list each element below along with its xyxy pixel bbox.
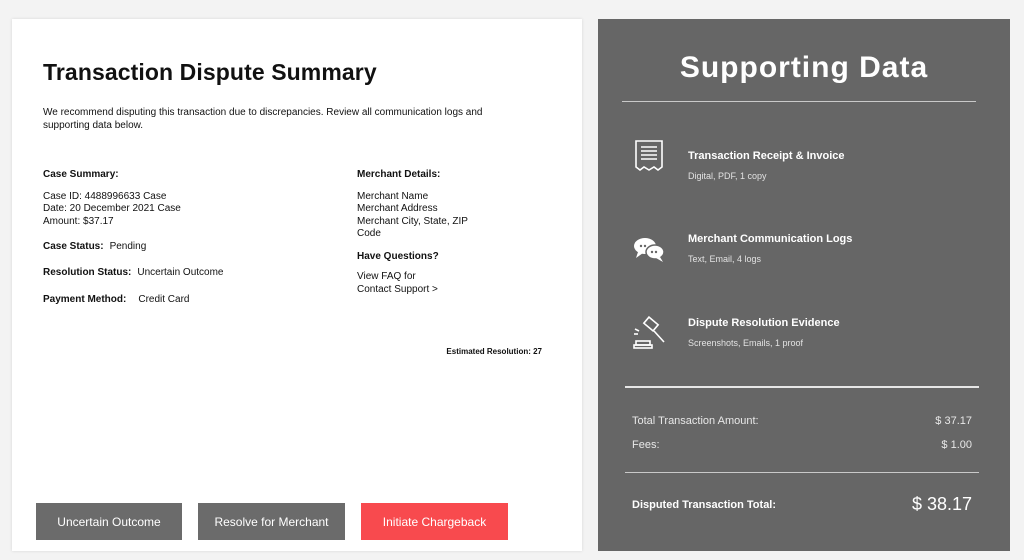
receipt-icon [632,139,666,173]
merchant-city: Merchant City, State, ZIP [357,215,468,227]
resolve-for-merchant-button[interactable]: Resolve for Merchant [198,503,345,540]
faq-link[interactable]: View FAQ for [357,271,416,282]
case-date-line: Date: 20 December 2021 Case [43,203,181,214]
merchant-name: Merchant Name [357,190,429,202]
page-title: Transaction Dispute Summary [43,59,377,85]
disputed-total-label: Disputed Transaction Total: [632,499,777,511]
gavel-icon [632,316,666,350]
payment-method-value: Credit Card [138,294,190,305]
total-amount-label: Total Transaction Amount: [632,415,759,427]
questions-label: Have Questions? [357,250,439,262]
chat-bubbles-icon [632,232,666,266]
fees-value: $ 1.00 [941,439,972,451]
summary-divider [625,386,979,388]
case-status-row [43,241,146,252]
dispute-summary-panel [12,19,582,551]
intro-text: We recommend disputing this transaction due to discrepancies. Review all communication logs and supporting data below. [43,107,483,131]
estimated-resolution: Estimated Resolution: 27 [446,347,542,356]
total-divider [625,472,979,473]
fees-label: Fees: [632,439,660,451]
uncertain-outcome-button[interactable]: Uncertain Outcome [36,503,182,540]
case-id-line: Case ID: 4488996633 Case [43,190,167,202]
initiate-chargeback-button[interactable]: Initiate Chargeback [361,503,508,540]
total-amount-value: $ 37.17 [935,415,972,427]
evidence-title: Transaction Receipt & Invoice [688,150,845,162]
resolution-status-label: Resolution Status: [43,267,132,278]
payment-method-label: Payment Method: [43,294,127,305]
contact-support-link[interactable]: Contact Support > [357,283,438,295]
disputed-total-value: $ 38.17 [911,494,972,514]
merchant-details-label: Merchant Details: [357,169,441,180]
case-summary [43,169,181,228]
payment-method-row [43,294,189,305]
evidence-subtitle: Screenshots, Emails, 1 proof [688,338,804,348]
resolution-status-value: Uncertain Outcome [137,267,224,278]
merchant-address: Merchant Address [357,203,438,214]
evidence-subtitle: Digital, PDF, 1 copy [688,171,767,181]
case-status-value: Pending [109,241,147,252]
case-amount-line: Amount: $37.17 [43,215,114,227]
supporting-data-title: Supporting Data [679,51,929,84]
supporting-data-panel [598,19,1010,551]
resolution-status-row [43,267,224,278]
merchant-code: Code [357,228,381,239]
merchant-details [357,169,468,296]
evidence-title: Merchant Communication Logs [688,233,853,245]
evidence-title: Dispute Resolution Evidence [688,317,840,329]
evidence-subtitle: Text, Email, 4 logs [688,254,762,264]
case-status-label: Case Status: [43,241,104,252]
title-divider [622,101,976,102]
case-summary-label: Case Summary: [43,169,119,180]
